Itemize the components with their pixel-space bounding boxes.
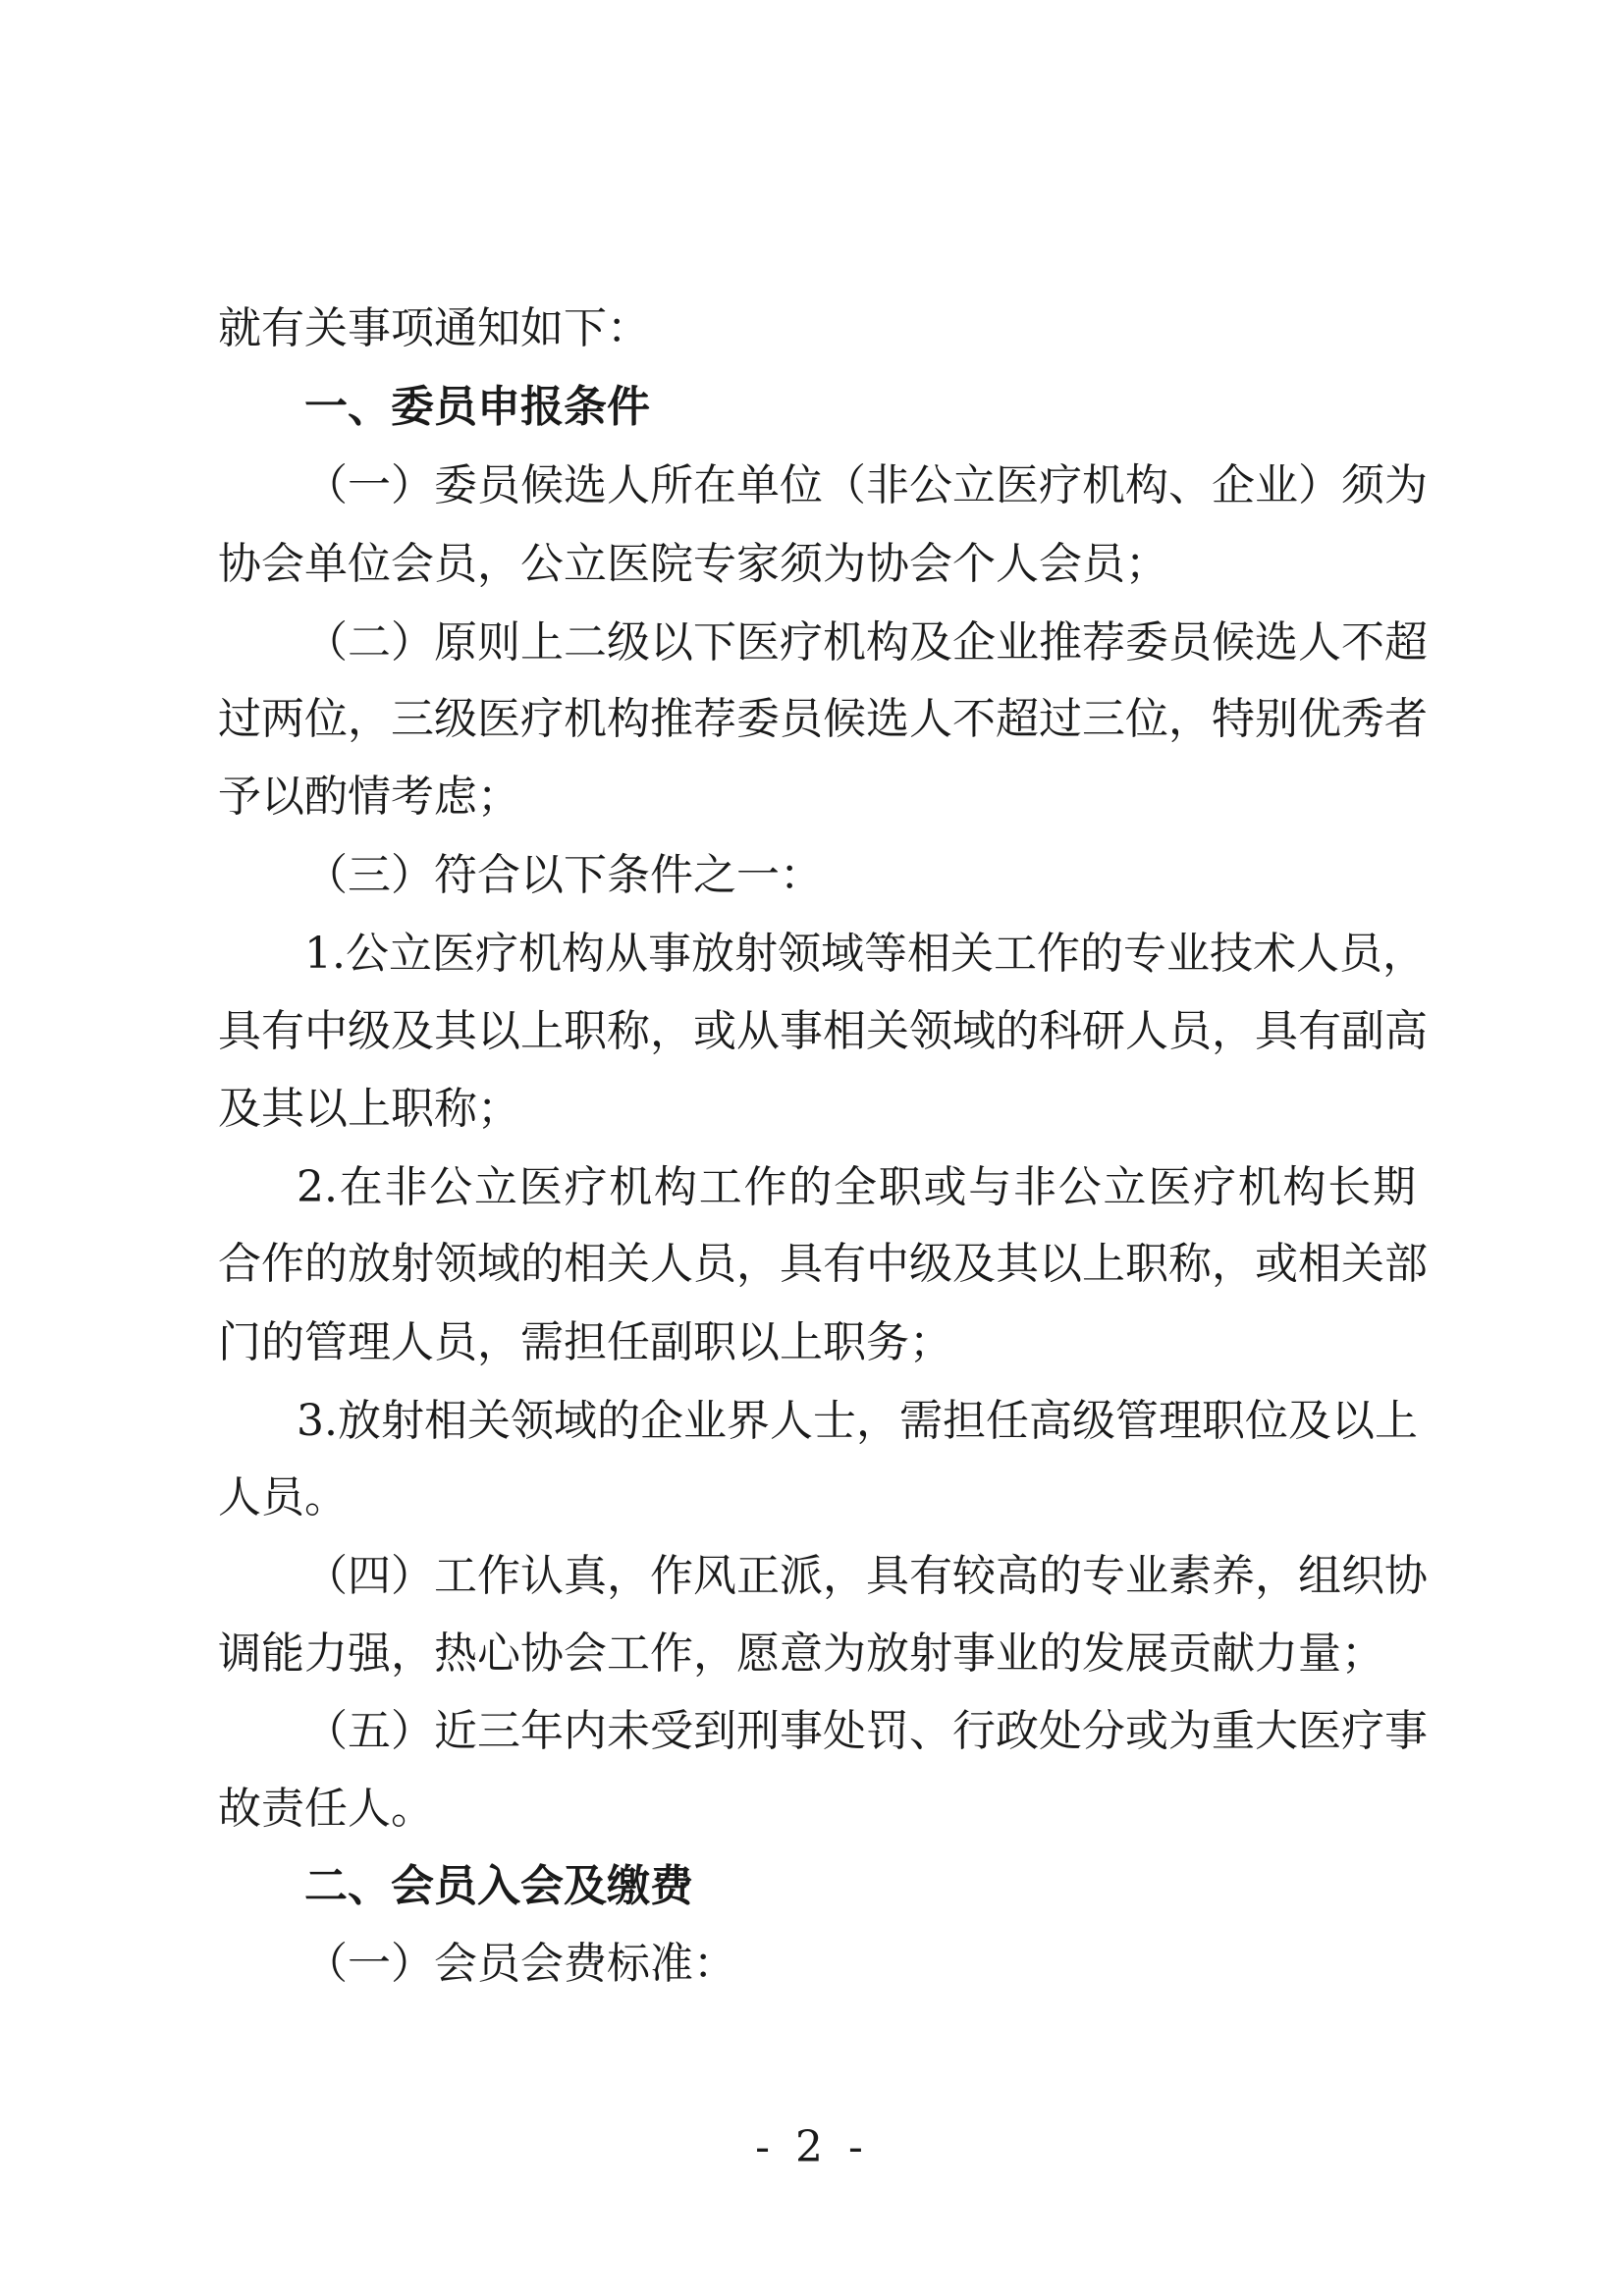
body-line: 予以酌情考虑； bbox=[218, 772, 520, 822]
body-line: 1.公立医疗机构从事放射领域等相关工作的专业技术人员， bbox=[304, 929, 1426, 979]
body-line: （一）委员候选人所在单位（非公立医疗机构、企业）须为 bbox=[304, 460, 1428, 510]
page-number: - 2 - bbox=[755, 2122, 869, 2172]
body-line: 调能力强，热心协会工作，愿意为放射事业的发展贡献力量； bbox=[218, 1629, 1384, 1679]
body-line: 协会单位会员，公立医院专家须为协会个人会员； bbox=[218, 539, 1168, 589]
body-line: （四）工作认真，作风正派，具有较高的专业素养，组织协 bbox=[304, 1551, 1428, 1601]
body-line: 具有中级及其以上职称，或从事相关领域的科研人员，具有副高 bbox=[218, 1006, 1428, 1056]
body-line: 2.在非公立医疗机构工作的全职或与非公立医疗机构长期 bbox=[297, 1162, 1416, 1212]
body-line: （二）原则上二级以下医疗机构及企业推荐委员候选人不超 bbox=[304, 617, 1428, 667]
body-line: （三）符合以下条件之一： bbox=[304, 850, 823, 900]
body-line: 合作的放射领域的相关人员，具有中级及其以上职称，或相关部 bbox=[218, 1239, 1428, 1289]
body-line: 门的管理人员，需担任副职以上职务； bbox=[218, 1317, 952, 1367]
body-line: 3.放射相关领域的企业界人士，需担任高级管理职位及以上 bbox=[297, 1396, 1418, 1446]
body-line: （五）近三年内未受到刑事处罚、行政处分或为重大医疗事 bbox=[304, 1706, 1428, 1756]
body-line: 人员。 bbox=[218, 1472, 348, 1522]
body-line: 就有关事项通知如下： bbox=[218, 303, 650, 353]
body-line: 及其以上职称； bbox=[218, 1084, 520, 1134]
section-heading-1: 一、委员申报条件 bbox=[304, 382, 650, 432]
body-line: 故责任人。 bbox=[218, 1784, 434, 1834]
section-heading-2: 二、会员入会及缴费 bbox=[304, 1861, 693, 1911]
body-line: （一）会员会费标准： bbox=[304, 1939, 736, 1989]
body-line: 过两位，三级医疗机构推荐委员候选人不超过三位，特别优秀者 bbox=[218, 694, 1428, 744]
